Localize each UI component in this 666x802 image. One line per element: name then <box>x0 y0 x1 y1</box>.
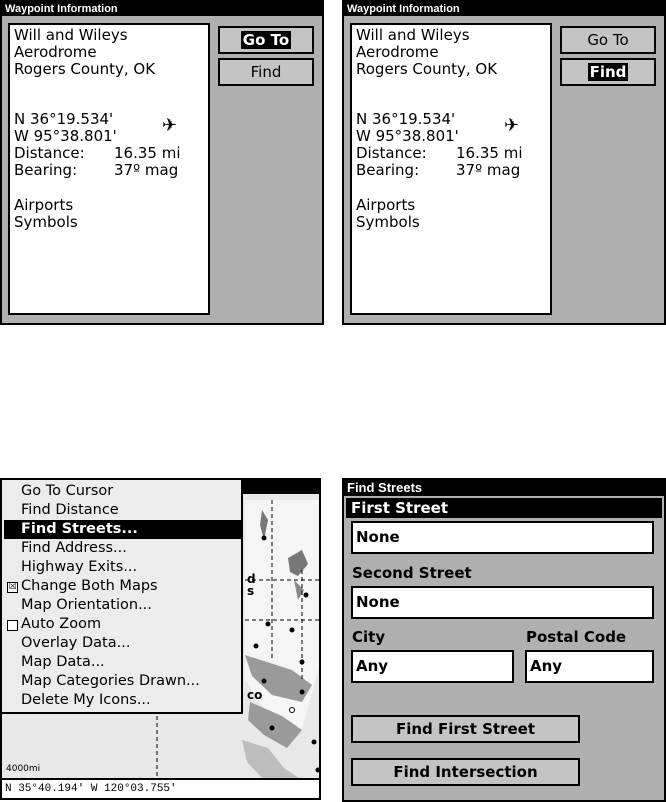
menu-item-label: Highway Exits... <box>21 559 138 575</box>
bearing-label: Bearing: <box>14 161 78 179</box>
menu-item-auto-zoom[interactable] <box>4 615 241 634</box>
distance-label: Distance: <box>14 144 85 162</box>
waypoint-panel-right <box>342 0 666 325</box>
bearing-value: 37º mag <box>456 161 521 179</box>
go-to-label: Go To <box>587 31 629 49</box>
find-first-street-button[interactable]: Find First Street <box>351 715 580 743</box>
menu-item-map-categories-drawn[interactable] <box>4 672 241 691</box>
menu-item-find-streets[interactable] <box>4 520 241 539</box>
unchecked-checkbox-icon[interactable] <box>7 620 18 631</box>
postal-code-label: Postal Code <box>526 628 627 646</box>
menu-item-find-distance[interactable] <box>4 501 241 520</box>
menu-item-label: Map Orientation... <box>21 597 152 613</box>
second-street-field[interactable]: None <box>351 586 654 619</box>
menu-item-overlay-data[interactable] <box>4 634 241 653</box>
go-to-button[interactable] <box>560 26 656 54</box>
menu-item-go-to-cursor[interactable] <box>4 482 241 501</box>
waypoint-location: Rogers County, OK <box>356 60 498 78</box>
menu-item-label: Find Distance <box>21 502 119 518</box>
map-label-fragment: co <box>247 688 263 702</box>
menu-item-label: Overlay Data... <box>21 635 131 651</box>
go-to-button[interactable] <box>218 26 314 54</box>
menu-item-label: Auto Zoom <box>21 616 102 632</box>
find-label: Find <box>250 63 282 81</box>
cursor-coordinates: N 35°40.194' W 120°03.755' <box>0 778 321 800</box>
find-label: Find <box>589 63 627 81</box>
waypoint-name-line1: Will and Wileys <box>356 26 470 44</box>
menu-item-label: Change Both Maps <box>21 578 158 594</box>
waypoint-details <box>8 23 210 315</box>
city-label: City <box>352 628 386 646</box>
waypoint-location: Rogers County, OK <box>14 60 156 78</box>
menu-item-highway-exits[interactable] <box>4 558 241 577</box>
airport-icon: ✈ <box>504 115 520 136</box>
go-to-label: Go To <box>242 31 290 49</box>
second-street-label: Second Street <box>352 564 472 582</box>
waypoint-details <box>350 23 552 315</box>
first-street-field[interactable]: None <box>351 521 654 554</box>
waypoint-name-line1: Will and Wileys <box>14 26 128 44</box>
map-label-fragment: s <box>247 584 255 598</box>
window-title: Waypoint Information <box>344 2 664 16</box>
window-title: Find Streets <box>344 480 664 496</box>
menu-item-label: Go To Cursor <box>21 483 114 499</box>
waypoint-name-line2: Aerodrome <box>356 43 439 61</box>
category-airports: Airports <box>14 196 74 214</box>
category-symbols: Symbols <box>356 213 420 231</box>
map-scale: 4000mi <box>6 764 41 774</box>
category-symbols: Symbols <box>14 213 78 231</box>
bearing-value: 37º mag <box>114 161 179 179</box>
postal-code-field[interactable]: Any <box>525 650 654 683</box>
distance-label: Distance: <box>356 144 427 162</box>
menu-item-label: Map Data... <box>21 654 105 670</box>
latitude: N 36°19.534' <box>356 110 456 128</box>
menu-item-map-orientation[interactable] <box>4 596 241 615</box>
waypoint-panel-left <box>0 0 324 325</box>
airport-icon: ✈ <box>162 115 178 136</box>
distance-value: 16.35 mi <box>456 144 523 162</box>
map-context-menu <box>0 478 243 714</box>
menu-item-label: Map Categories Drawn... <box>21 673 200 689</box>
menu-item-find-address[interactable] <box>4 539 241 558</box>
first-street-header <box>346 498 662 518</box>
menu-item-label: Delete My Icons... <box>21 692 151 708</box>
latitude: N 36°19.534' <box>14 110 114 128</box>
longitude: W 95°38.801' <box>356 127 459 145</box>
find-button[interactable] <box>218 58 314 86</box>
checked-checkbox-icon[interactable]: ☒ <box>8 582 17 592</box>
find-intersection-button[interactable]: Find Intersection <box>351 758 580 786</box>
find-button[interactable] <box>560 58 656 86</box>
map-label-fragment: d <box>247 572 256 586</box>
menu-item-map-data[interactable] <box>4 653 241 672</box>
first-street-label: First Street <box>351 499 448 517</box>
bearing-label: Bearing: <box>356 161 420 179</box>
longitude: W 95°38.801' <box>14 127 117 145</box>
category-airports: Airports <box>356 196 416 214</box>
window-title: Waypoint Information <box>2 2 322 16</box>
distance-value: 16.35 mi <box>114 144 181 162</box>
city-field[interactable]: Any <box>351 650 514 683</box>
menu-item-label: Find Address... <box>21 540 127 556</box>
menu-item-label: Find Streets... <box>21 521 138 537</box>
menu-item-change-both-maps[interactable] <box>4 577 241 596</box>
waypoint-name-line2: Aerodrome <box>14 43 97 61</box>
menu-item-delete-my-icons[interactable] <box>4 691 241 710</box>
